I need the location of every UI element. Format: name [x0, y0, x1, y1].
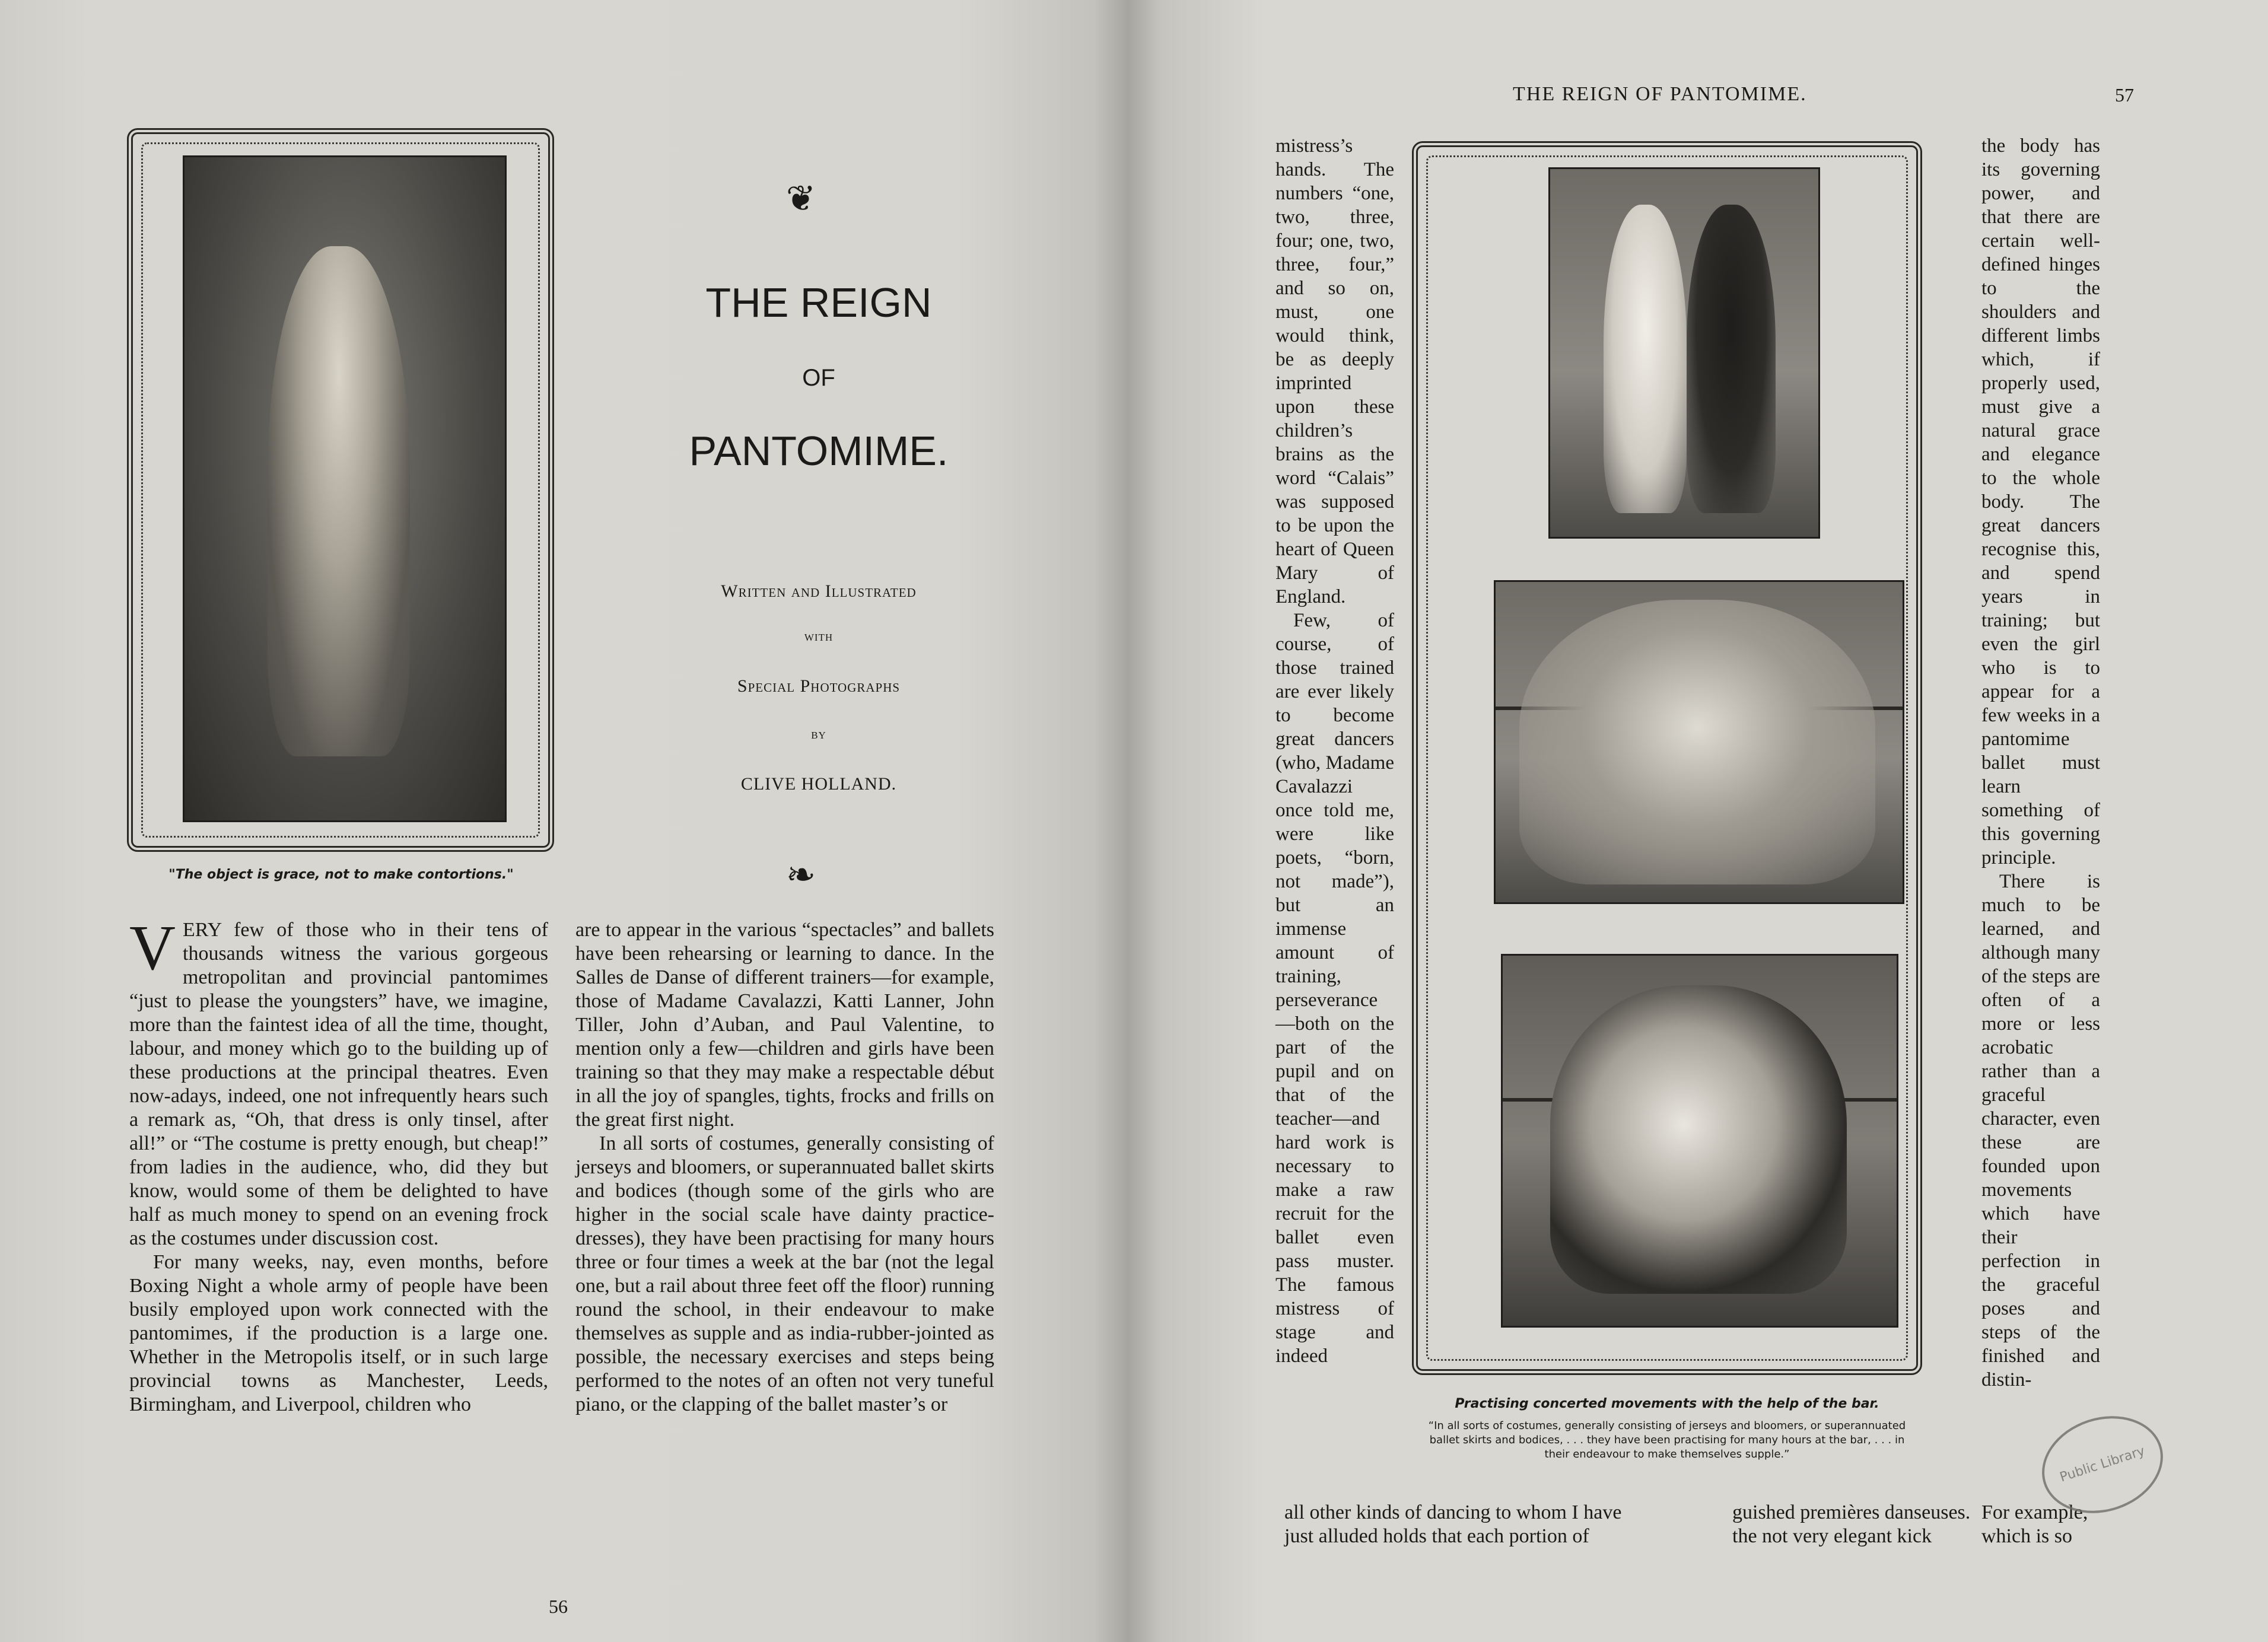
title-line-3: PANTOMIME.	[689, 428, 949, 474]
running-head: THE REIGN OF PANTOMIME.	[1513, 83, 1807, 105]
photo-caption: "The object is grace, not to make contortions."	[168, 867, 514, 882]
dancer-figure	[268, 246, 410, 756]
narrow-right-paragraph-2: There is much to be learned, and although many of the steps are often of a more or less acrobatic rather than a graceful character, even these are founded upon movements which have their perfection in the graceful poses and steps of the finished and distin-	[1981, 871, 2100, 1390]
bottom-middle-2: the not very elegant kick	[1732, 1525, 1932, 1547]
bottom-right-1: For example,	[1981, 1501, 2088, 1523]
bottom-flourish: ❧	[785, 855, 816, 895]
bottom-line-2: just alluded holds that each portion of	[1284, 1525, 1589, 1547]
credit-line-3: Special Photographs	[737, 676, 901, 696]
article-column-1	[129, 913, 548, 1417]
practice-caption-title: Practising concerted movements with the help of the bar.	[1455, 1396, 1879, 1411]
left-page	[0, 0, 1127, 1642]
article-paragraph-2: For many weeks, nay, even months, before Boxing Night a whole army of people have been busily employed upon work connected with the pantomimes, if the production is a large one. Whether in the Metropolis itself, or in such large provincial towns as Manchester, Leeds, Birmingham, and Liverpool, children who	[129, 1251, 548, 1415]
page-number-right: 57	[2115, 84, 2134, 106]
title-line-1: THE REIGN	[705, 279, 932, 326]
narrow-column-right	[1981, 134, 2100, 1392]
dancer-leg-stretch	[1550, 985, 1847, 1294]
paragraph-1-text: ERY few of those who in their tens of thousands witness the various gorgeous metropolitan and provincial pantomimes “just to please the youngsters” have, we imagine, more than the faintest idea of all the time, thought, labour, and money which go to the building up of these productions at the principal theatres. Even now-adays, indeed, one not infrequently hears such a remark as, “Oh, that dress is only tinsel, after all!” or “The costume is pretty enough, but cheap!” from ladies in the audience, who, did they but know, would some of them be delighted to have half as much money to spend on an evening frock as the costumes under discussion cost.	[129, 919, 548, 1249]
title-line-2: OF	[802, 365, 835, 391]
article-paragraph-1	[129, 913, 548, 1250]
article-column-2	[575, 918, 994, 1417]
narrow-column-left	[1275, 134, 1394, 1368]
dancer-black	[1687, 205, 1776, 513]
photo-dancer	[183, 155, 507, 822]
photo-group-at-bar	[1494, 580, 1904, 904]
library-stamp: Public Library	[2030, 1401, 2176, 1529]
dancer-group	[1519, 600, 1875, 884]
practice-caption-quote: “In all sorts of costumes, generally consisting of jerseys and bloomers, or superannuated ballet skirts and bodices, . . . they have been practising for many hours at the bar, . . . in their endeavour to make themselves supple.”	[1428, 1420, 1906, 1460]
narrow-right-paragraph-1: the body has its governing power, and that there are certain well-defined hinges to the shoulders and different limbs which, if properly used, must give a natural grace and elegance to the whole body. The great dancers recognise this, and spend years in training; but even the girl who is to appear for a few weeks in a pantomime ballet must learn something of this governing principle.	[1981, 135, 2100, 868]
credit-line-4: by	[811, 727, 826, 742]
bottom-line-1: all other kinds of dancing to whom I have	[1284, 1501, 1622, 1523]
article-paragraph-3: are to appear in the various “spectacles” and ballets have been rehearsing or learning to dance. In the Salles de Danse of different trainers—for example, those of Madame Cavalazzi, Katti Lanner, John Tiller, John d’Auban, and Paul Valentine, to mention only a few—children and girls have been training so that they may make a respectable début in all the joy of spangles, tights, frocks and frills on the great first night.	[575, 919, 994, 1131]
narrow-left-paragraph-2: Few, of course, of those trained are ever likely to become great dancers (who, Madame Cavalazzi once told me, were like poets, “born, not made”), but an immense amount of training, perseverance—both on the part of the pupil and on that of the teacher—and hard work is necessary to make a raw recruit for the ballet even pass muster. The famous mistress of stage and indeed	[1275, 610, 1394, 1367]
dancer-white	[1604, 205, 1687, 513]
credit-line-2: with	[804, 629, 834, 644]
photo-two-dancers	[1548, 167, 1820, 539]
top-flourish: ❦	[785, 179, 816, 218]
page-number-left: 56	[549, 1596, 568, 1617]
article-paragraph-4: In all sorts of costumes, generally consisting of jerseys and bloomers, or superannuated ballet skirts and bodices (though some of the girls who are higher in the social scale have dainty practice-dresses), they have been practising for many hours three or four times a week at the bar (not the legal one, but a rail about three feet off the floor) running round the school, in their endeavour to make themselves as supple and as india-rubber-jointed as possible, the necessary exercises and steps being performed to the notes of an often not very tuneful piano, or the clapping of the ballet master’s or	[575, 1132, 994, 1415]
photo-leg-stretch	[1501, 954, 1898, 1328]
right-page	[1127, 0, 2268, 1642]
credit-line-1: Written and Illustrated	[721, 581, 917, 601]
narrow-left-paragraph-1: mistress’s hands. The numbers “one, two, three, four; one, two, three, four,” and so on, must, one would think, be as deeply imprinted upon these children’s brains as the word “Calais” was supposed to be upon the heart of Queen Mary of England.	[1275, 135, 1394, 607]
bottom-middle-1: guished premières danseuses.	[1732, 1501, 1971, 1523]
drop-cap: V	[129, 913, 176, 984]
bottom-right-2: which is so	[1981, 1525, 2072, 1547]
credit-line-5: CLIVE HOLLAND.	[740, 774, 897, 794]
